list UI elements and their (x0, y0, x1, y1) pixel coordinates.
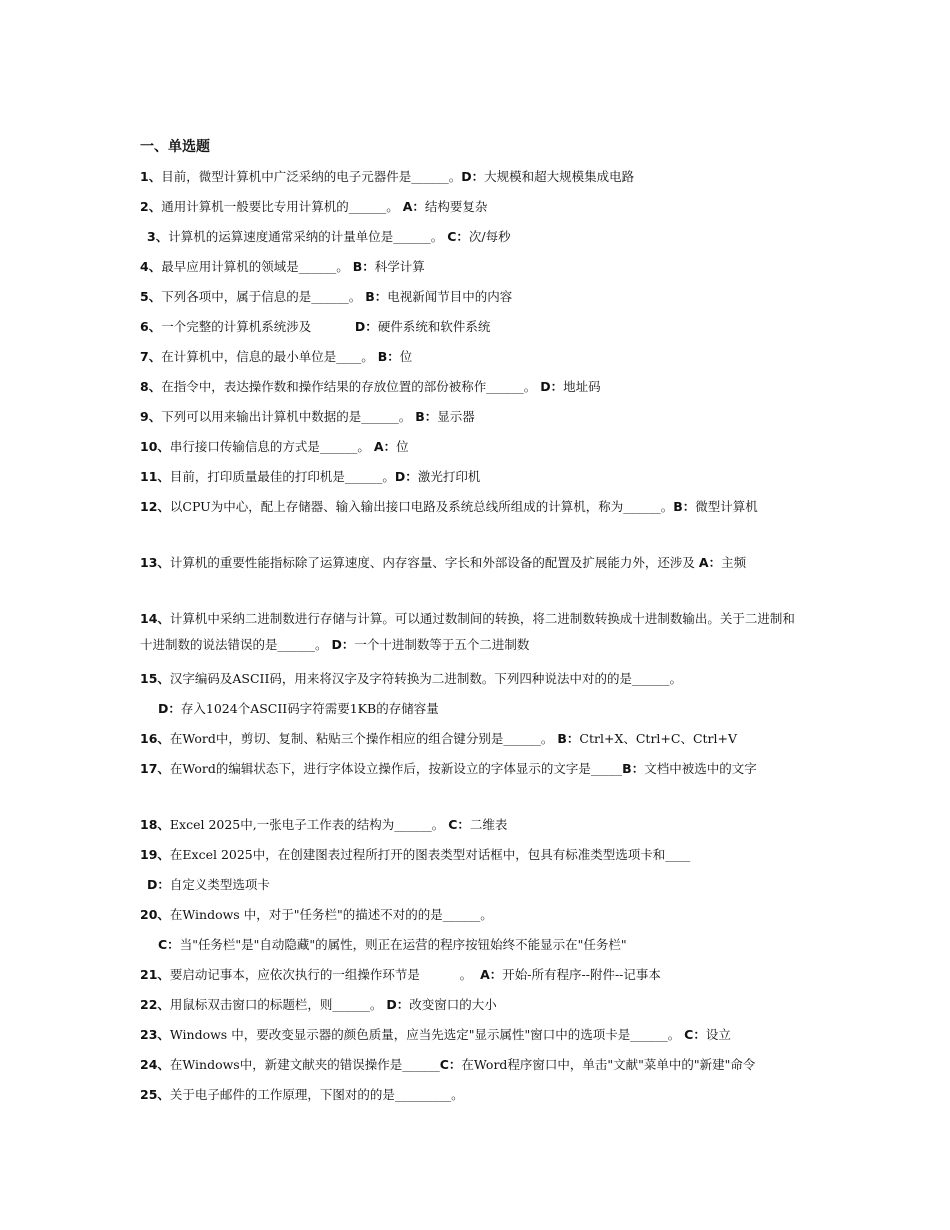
question-20: 20、在Windows 中，对于"任务栏"的描述不对的的是______。 (140, 907, 493, 922)
question-1: 1、目前，微型计算机中广泛采纳的电子元器件是______。D：大规模和超大规模集成电路 (140, 169, 635, 184)
question-23: 23、Windows 中，要改变显示器的颜色质量，应当先选定"显示属性"窗口中的选项卡是______。 C：设立 (140, 1027, 731, 1042)
question-7: 7、在计算机中，信息的最小单位是____。 B：位 (140, 349, 413, 364)
question-4: 4、最早应用计算机的领域是______。 B：科学计算 (140, 259, 425, 274)
question-17: 17、在Word的编辑状态下，进行字体设立操作后，按新设立的字体显示的文字是_____B：文档中被选中的文字 (140, 761, 757, 776)
question-19: 19、在Excel 2025中，在创建图表过程所打开的图表类型对话框中，包具有标准类型选项卡和____ (140, 847, 691, 862)
question-16: 16、在Word中，剪切、复制、粘贴三个操作相应的组合键分别是______。 B：Ctrl+X、Ctrl+C、Ctrl+V (140, 731, 738, 746)
question-2: 2、通用计算机一般要比专用计算机的______。 A：结构要复杂 (140, 199, 488, 214)
question-25: 25、关于电子邮件的工作原理，下图对的的是_________。 (140, 1087, 464, 1102)
question-20-answer: C：当"任务栏"是"自动隐藏"的属性，则正在运营的程序按钮始终不能显示在"任务栏" (158, 937, 627, 952)
question-15: 15、汉字编码及ASCII码，用来将汉字及字符转换为二进制数。下列四种说法中对的的是______。 (140, 671, 682, 686)
question-3: 3、计算机的运算速度通常采纳的计量单位是______。 C：次/每秒 (147, 229, 511, 244)
question-12: 12、以CPU为中心，配上存储器、输入输出接口电路及系统总线所组成的计算机，称为______。B：微型计算机 (140, 499, 758, 514)
question-10: 10、串行接口传输信息的方式是______。 A：位 (140, 439, 409, 454)
question-18: 18、Excel 2025中,一张电子工作表的结构为______。 C：二维表 (140, 817, 508, 832)
question-24: 24、在Windows中，新建文献夹的错误操作是______C：在Word程序窗口中，单击"文献"菜单中的"新建"命令 (140, 1057, 756, 1072)
question-11: 11、目前，打印质量最佳的打印机是______。D：激光打印机 (140, 469, 481, 484)
question-15-answer: D：存入1024个ASCII码字符需要1KB的存储容量 (158, 701, 439, 716)
question-14: 14、计算机中采纳二进制数进行存储与计算。可以通过数制间的转换，将二进制数转换成十进制数输出。关于二进制和十进制数的说法错误的是______。 D：一个十进制数等于五个二进制数 (140, 611, 795, 652)
question-8: 8、在指令中，表达操作数和操作结果的存放位置的部份被称作______。 D：地址码 (140, 379, 601, 394)
question-19-answer: D：自定义类型选项卡 (147, 877, 270, 892)
question-9: 9、下列可以用来输出计算机中数据的是______。 B：显示器 (140, 409, 475, 424)
question-21: 21、要启动记事本，应依次执行的一组操作环节是 。 A：开始-所有程序--附件--记事本 (140, 967, 661, 982)
question-22: 22、用鼠标双击窗口的标题栏，则______。 D：改变窗口的大小 (140, 997, 497, 1012)
question-13: 13、计算机的重要性能指标除了运算速度、内存容量、字长和外部设备的配置及扩展能力外，还涉及 A：主频 (140, 555, 747, 570)
question-5: 5、下列各项中，属于信息的是______。 B：电视新闻节目中的内容 (140, 289, 513, 304)
section-title: 一、单选题 (140, 139, 210, 155)
question-6: 6、一个完整的计算机系统涉及 D：硬件系统和软件系统 (140, 319, 491, 334)
